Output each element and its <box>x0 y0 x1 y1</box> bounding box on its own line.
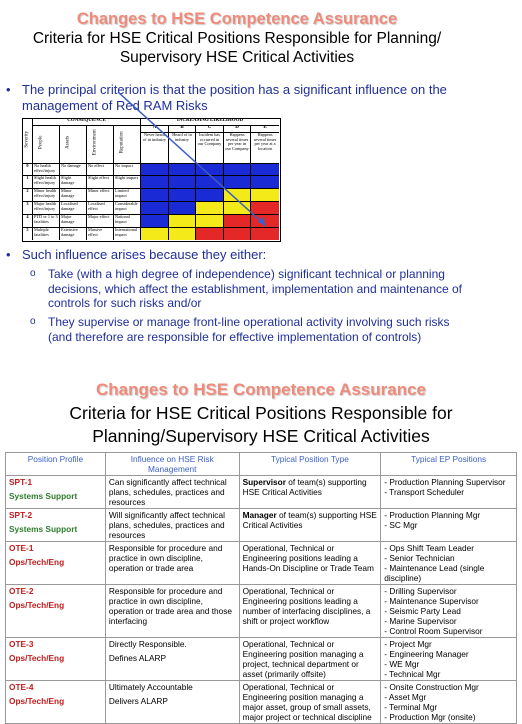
influence-cell <box>105 542 239 585</box>
ram-env-5: Massive effect <box>87 228 114 240</box>
influence-cell <box>105 476 239 509</box>
profile-code: OTE-2 <box>9 586 34 596</box>
ram-env-2: Minor effect <box>87 189 114 202</box>
ram-rep-2: Limited impact <box>114 189 141 202</box>
influence-text: Directly Responsible. <box>108 639 187 649</box>
profile-group: Systems Support <box>9 524 78 534</box>
ep-position-item: - Production Mgr (onsite) <box>384 712 476 722</box>
ram-env-0: No effect <box>87 164 114 176</box>
sub-bullet-supervise <box>30 315 518 344</box>
table-row <box>6 509 517 542</box>
position-type-text: Operational, Technical or Engineering positions leading a number of interfacing disciplines, a shift or project workflow <box>242 586 371 626</box>
position-type-cell <box>239 638 381 681</box>
profile-code: SPT-1 <box>9 477 33 487</box>
sub2-line1: They supervise or manage front-line operational activity involving such risks <box>48 315 450 329</box>
position-type-role: Manager <box>242 510 277 520</box>
position-profile-cell <box>6 585 106 638</box>
ep-position-item: - Seismic Party Lead <box>384 606 461 616</box>
ep-positions-cell <box>381 542 517 585</box>
sub2-line2: (and therefore are responsible for effective implementation of controls) <box>48 329 422 344</box>
ram-sev-5: 5 <box>23 228 33 240</box>
ram-letter-e: E <box>251 126 279 133</box>
ep-position-item: - Production Planning Supervisor <box>384 477 506 487</box>
ram-likelihood-desc-c: Incident has occurred in our Company <box>196 133 224 164</box>
profile-code: OTE-3 <box>9 639 34 649</box>
position-profile-table <box>5 452 517 724</box>
ram-sev-1: 1 <box>23 176 33 189</box>
ram-severity-label: Severity <box>23 119 33 164</box>
position-profile-cell <box>6 542 106 585</box>
ram-letter-c: C <box>196 126 224 133</box>
bullet1-line1: The principal criterion is that the position has a significant influence on the <box>22 82 447 97</box>
influence-text: Responsible for procedure and practice in own discipline, operation or trade area <box>108 543 223 573</box>
profile-group: Systems Support <box>9 491 78 501</box>
sub1-line3: controls for such risks and/or <box>48 296 202 310</box>
ram-people-4: PTD or 1 to 3 fatalities <box>33 215 60 228</box>
table-row <box>6 542 517 585</box>
circle-bullet-icon: o <box>30 268 36 279</box>
bullet-dot-icon: • <box>6 247 11 262</box>
ep-position-item: - WE Mgr <box>384 659 420 669</box>
ram-col-reputation: Reputation <box>114 126 141 164</box>
ram-likelihood-desc-a: Never heard of in industry <box>141 133 169 164</box>
position-type-text: Operational, Technical or Engineering position managing a major asset, group of small assets, major project or technical discipline <box>242 682 372 722</box>
ep-positions-cell <box>381 476 517 509</box>
sub1-line1: Take (with a high degree of independence) significant technical or planning <box>48 267 445 281</box>
ep-position-item: - Maintenance Supervisor <box>384 596 479 606</box>
profile-group: Ops/Tech/Eng <box>9 653 65 663</box>
ep-position-item: - Marine Supervisor <box>384 616 457 626</box>
ram-people-2: Minor health effect/injury <box>33 189 60 202</box>
ram-rep-4: National impact <box>114 215 141 228</box>
profile-group: Ops/Tech/Eng <box>9 696 65 706</box>
ram-rep-3: Considerable impact <box>114 202 141 215</box>
slide2-subtitle-1: Criteria for HSE Critical Positions Responsible for <box>69 403 453 423</box>
position-type-role: Supervisor <box>242 477 286 487</box>
ram-assets-1: Slight damage <box>60 176 87 189</box>
influence-text: Defines ALARP <box>108 653 167 663</box>
ram-people-5: Multiple fatalities <box>33 228 60 240</box>
ram-assets-3: Localised damage <box>60 202 87 215</box>
ram-likelihood-header: INCREASING LIKELIHOOD <box>141 119 279 126</box>
position-profile-cell <box>6 509 106 542</box>
ep-position-item: - Maintenance Lead (single discipline) <box>384 563 485 583</box>
table-row <box>6 681 517 724</box>
profile-code: OTE-1 <box>9 543 34 553</box>
table-header-row <box>6 453 517 476</box>
ep-position-item: - Terminal Mgr <box>384 702 438 712</box>
ep-position-item: - SC Mgr <box>384 520 418 530</box>
ram-rep-5: International impact <box>114 228 141 240</box>
header-position-type: Typical Position Type <box>239 453 381 476</box>
profile-code: SPT-2 <box>9 510 33 520</box>
ram-sev-3: 3 <box>23 202 33 215</box>
position-type-cell <box>239 476 381 509</box>
sub-bullet-take <box>30 267 518 311</box>
header-position-profile: Position Profile <box>6 453 106 476</box>
ram-consequence-header: CONSEQUENCE <box>33 119 141 126</box>
position-type-cell <box>239 585 381 638</box>
ram-env-4: Major effect <box>87 215 114 228</box>
ep-positions-cell <box>381 638 517 681</box>
ram-sev-4: 4 <box>23 215 33 228</box>
profile-group: Ops/Tech/Eng <box>9 600 65 610</box>
table-row <box>6 476 517 509</box>
sub1-line2: decisions, which affect the establishment, implementation and maintenance of <box>48 281 463 296</box>
ep-position-item: - Senior Technician <box>384 553 455 563</box>
ep-position-item: - Asset Mgr <box>384 692 427 702</box>
position-type-text: Operational, Technical or Engineering positions leading a Hands-On Discipline or Trade Team <box>242 543 374 573</box>
ram-col-assets: Assets <box>60 126 87 164</box>
circle-bullet-icon: o <box>30 316 36 327</box>
ram-assets-4: Major damage <box>60 215 87 228</box>
table-row <box>6 585 517 638</box>
influence-text: Will significantly affect technical plans, schedules, practices and resources <box>108 510 225 540</box>
position-type-text: of team(s) supporting HSE Critical Activities <box>242 477 367 497</box>
slide2-subtitle-2: Planning/Supervisory HSE Critical Activities <box>92 426 430 446</box>
ram-sev-0: 0 <box>23 164 33 176</box>
ram-letter-b: B <box>169 126 196 133</box>
table-row <box>6 638 517 681</box>
slide2-title: Changes to HSE Competence Assurance <box>95 380 426 399</box>
ram-assets-5: Extensive damage <box>60 228 87 240</box>
position-type-cell <box>239 542 381 585</box>
influence-text: Responsible for procedure and practice in own discipline, operation or trade area and those interfacing <box>108 586 233 626</box>
ep-position-item: - Technical Mgr <box>384 669 441 679</box>
ram-rep-1: Slight impact <box>114 176 141 189</box>
pointer-arrow <box>0 0 522 260</box>
ep-position-item: - Control Room Supervisor <box>384 626 483 636</box>
ram-letter-a: A <box>141 126 169 133</box>
slide1-title: Changes to HSE Competence Assurance <box>76 10 398 28</box>
ram-people-3: Major health effect/injury <box>33 202 60 215</box>
ep-position-item: - Onsite Construction Mgr <box>384 682 479 692</box>
influence-text: Delivers ALARP <box>108 696 168 706</box>
profile-code: OTE-4 <box>9 682 34 692</box>
position-type-text: Operational, Technical or Engineering position managing a project, technical department or asset (primarily offsite) <box>242 639 364 679</box>
ram-col-people: People <box>33 126 60 164</box>
bullet2-text: Such influence arises because they either: <box>22 247 267 262</box>
ram-likelihood-desc-d: Happens several times per year in our Company <box>224 133 251 164</box>
ram-sev-2: 2 <box>23 189 33 202</box>
bullet-dot-icon: • <box>6 82 11 97</box>
ep-positions-cell <box>381 585 517 638</box>
ram-letter-d: D <box>224 126 251 133</box>
position-profile-cell <box>6 476 106 509</box>
ram-env-3: Localised effect <box>87 202 114 215</box>
profile-group: Ops/Tech/Eng <box>9 557 65 567</box>
ram-assets-0: No damage <box>60 164 87 176</box>
slide1-subtitle-2: Supervisory HSE Critical Activities <box>119 49 355 66</box>
ram-env-1: Slight effect <box>87 176 114 189</box>
position-type-text: of team(s) supporting HSE Critical Activities <box>242 510 377 530</box>
position-type-cell <box>239 681 381 724</box>
ep-positions-cell <box>381 509 517 542</box>
position-type-cell <box>239 509 381 542</box>
influence-cell <box>105 638 239 681</box>
influence-cell <box>105 585 239 638</box>
ep-position-item: - Ops Shift Team Leader <box>384 543 475 553</box>
ep-position-item: - Production Planning Mgr <box>384 510 481 520</box>
position-profile-cell <box>6 681 106 724</box>
ep-positions-cell <box>381 681 517 724</box>
ep-position-item: - Transport Scheduler <box>384 487 465 497</box>
ep-position-item: - Project Mgr <box>384 639 432 649</box>
header-influence: Influence on HSE Risk Management <box>105 453 239 476</box>
influence-text: Can significantly affect technical plans, schedules, practices and resources <box>108 477 227 507</box>
header-ep-positions: Typical EP Positions <box>381 453 517 476</box>
bullet1-line2: management of Red RAM Risks <box>22 98 208 113</box>
influence-cell <box>105 681 239 724</box>
ram-likelihood-desc-b: Heard of in industry <box>169 133 196 164</box>
ep-position-item: - Drilling Supervisor <box>384 586 457 596</box>
slide1-subtitle-1: Criteria for HSE Critical Positions Responsible for Planning/ <box>32 30 442 47</box>
ram-rep-0: No impact <box>114 164 141 176</box>
ram-col-environment: Environment <box>87 126 114 164</box>
ep-position-item: - Engineering Manager <box>384 649 469 659</box>
position-profile-cell <box>6 638 106 681</box>
ram-people-1: Slight health effect/injury <box>33 176 60 189</box>
ram-assets-2: Minor damage <box>60 189 87 202</box>
ram-people-0: No health effect/injury <box>33 164 60 176</box>
ram-likelihood-desc-e: Happens several times per year at a location <box>251 133 279 164</box>
bullet-influence <box>6 247 518 263</box>
influence-cell <box>105 509 239 542</box>
influence-text: Ultimately Accountable <box>108 682 193 692</box>
